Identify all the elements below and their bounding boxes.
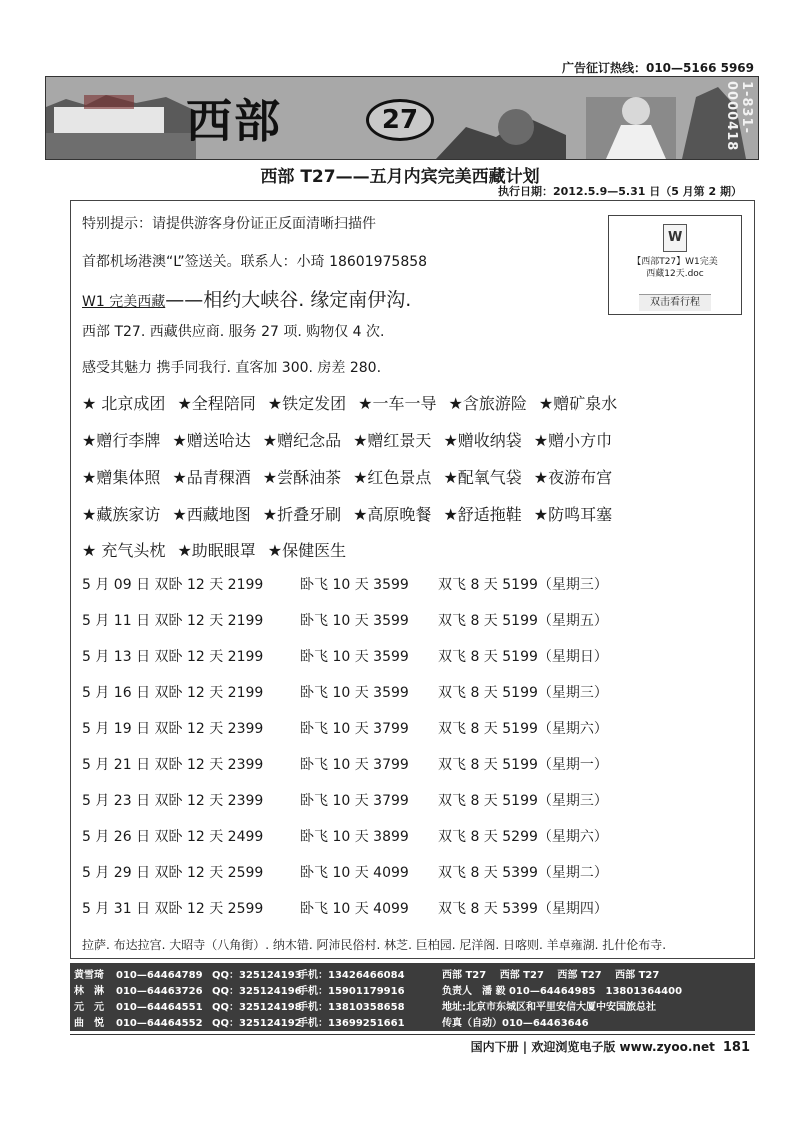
feature-item: ★折叠牙刷 [262,505,342,524]
feature-item: ★赠送哈达 [172,431,251,450]
feature-item: ★一车一导 [358,394,437,413]
w1-label: W1 完美西藏 [82,294,166,310]
feature-item: ★舒适拖鞋 [443,505,522,524]
feature-item: ★助眠眼罩 [177,541,256,560]
footer-divider [70,1034,755,1035]
execution-dates: 执行日期：2012.5.9—5.31 日（5 月第 2 期） [497,185,742,198]
feature-item: ★夜游布宫 [533,468,613,487]
schedule-row: 5 月 31 日 双卧 12 天 2599 卧飞 10 天 4099 双飞 8 天 5399（星期四） [82,901,608,917]
feature-row [82,465,624,488]
feature-item: ★赠集体照 [82,468,161,487]
schedule-row: 5 月 16 日 双卧 12 天 2199 卧飞 10 天 3599 双飞 8 天 5199（星期三） [82,685,608,701]
banner-code: 1-831-0000418 [724,81,754,152]
itinerary-box [70,200,755,959]
feature-item: ★赠行李牌 [82,431,161,450]
feature-item: ★红色景点 [353,468,432,487]
contact-row: 元 元 010—64464551 QQ：325124198手机：13810358658 地址:北京市东城区和平里安信大厦中安国旅总社 [74,1002,656,1013]
w1-headline [82,285,411,312]
page-title: 西部 T27——五月内宾完美西藏计划 [260,167,540,187]
schedule-row: 5 月 29 日 双卧 12 天 2599 卧飞 10 天 4099 双飞 8 天 5399（星期二） [82,865,608,881]
doc-filename: 【西部T27】W1完美 西藏12天.doc [632,257,718,279]
footer-text: 国内下册 | 欢迎浏览电子版 www.zyoo.net [470,1040,715,1054]
contact-row: 黄雪琦 010—64464789 QQ：325124193手机：13426466084 西部 T27 西部 T27 西部 T27 西部 T27 [74,970,660,981]
brand-logo-number: 27 [366,99,434,141]
attractions-list: 拉萨. 布达拉宫. 大昭寺（八角街）. 纳木错. 阿沛民俗村. 林芝. 巨柏园. 尼洋阁. 日喀则. 羊卓雍湖. 扎什伦布寺. [82,938,667,952]
word-doc-icon: W [663,224,687,252]
pricing-note: 感受其魅力 携手同我行. 直客加 300. 房差 280. [82,360,382,376]
feature-item: ★防鸣耳塞 [533,505,613,524]
feature-item: ★西藏地图 [172,505,251,524]
ad-hotline: 广告征订热线：010—5166 5969 [561,61,754,75]
feature-item: ★铁定发团 [267,394,347,413]
feature-item: ★品青稞酒 [172,468,251,487]
schedule-row: 5 月 13 日 双卧 12 天 2199 卧飞 10 天 3599 双飞 8 天 5199（星期日） [82,649,608,665]
contacts-bar [70,963,755,1031]
feature-item: ★赠收纳袋 [443,431,522,450]
feature-item: ★配氧气袋 [443,468,522,487]
brand-logo-text: 西部 [186,94,282,148]
page-number: 181 [722,1040,750,1055]
feature-item: ★赠小方巾 [533,431,613,450]
schedule-row: 5 月 19 日 双卧 12 天 2399 卧飞 10 天 3799 双飞 8 天 5199（星期六） [82,721,608,737]
contact-row: 曲 悦 010—64464552 QQ：325124192手机：13699251661 传真（自动）010—64463646 [74,1018,589,1029]
schedule-row: 5 月 09 日 双卧 12 天 2199 卧飞 10 天 3599 双飞 8 天 5199（星期三） [82,577,608,593]
feature-item: ★ 充气头枕 [82,541,166,560]
page-footer [471,1038,750,1055]
feature-item: ★全程陪同 [177,394,256,413]
feature-item: ★赠矿泉水 [538,394,618,413]
feature-item: ★ 北京成团 [82,394,166,413]
header-banner [45,76,759,160]
w1-slogan: ——相约大峡谷. 缘定南伊沟. [165,289,412,311]
special-notice: 特别提示：请提供游客身份证正反面清晰扫描件 [82,216,376,232]
schedule-row: 5 月 11 日 双卧 12 天 2199 卧飞 10 天 3599 双飞 8 天 5199（星期五） [82,613,608,629]
feature-row [82,428,624,451]
feature-row [82,391,629,414]
schedule-row: 5 月 23 日 双卧 12 天 2399 卧飞 10 天 3799 双飞 8 天 5199（星期三） [82,793,608,809]
feature-item: ★高原晚餐 [353,505,432,524]
contact-row: 林 淋 010—64463726 QQ：325124196手机：15901179916 负责人 潘 毅 010—64464985 13801364400 [74,986,683,997]
airport-contact: 首都机场港澳“L”签送关。联系人：小琦 18601975858 [82,254,428,270]
itinerary-doc-attachment[interactable] [608,215,742,315]
feature-item: ★保健医生 [267,541,347,560]
supplier-info: 西部 T27. 西藏供应商. 服务 27 项. 购物仅 4 次. [82,324,385,340]
schedule-row: 5 月 26 日 双卧 12 天 2499 卧飞 10 天 3899 双飞 8 天 5299（星期六） [82,829,608,845]
feature-item: ★尝酥油茶 [262,468,342,487]
feature-item: ★含旅游险 [448,394,527,413]
feature-item: ★赠红景天 [353,431,432,450]
feature-row [82,502,624,525]
view-itinerary-button[interactable]: 双击看行程 [639,294,711,311]
feature-item: ★赠纪念品 [262,431,342,450]
feature-item: ★藏族家访 [82,505,161,524]
feature-row [82,538,358,561]
schedule-row: 5 月 21 日 双卧 12 天 2399 卧飞 10 天 3799 双飞 8 天 5199（星期一） [82,757,608,773]
